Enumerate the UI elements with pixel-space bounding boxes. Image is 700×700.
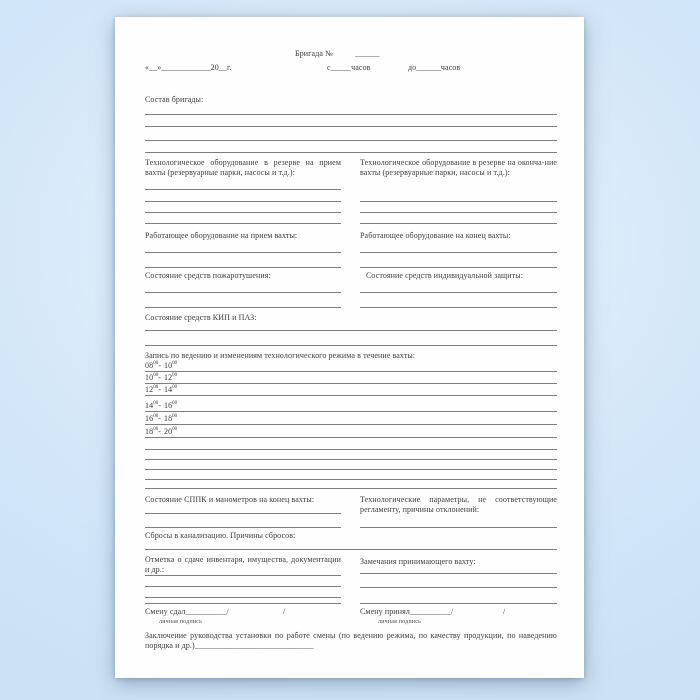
ruled-line <box>145 140 557 141</box>
time-slot-12-14: $12^{00}-$ $14^{00}$ <box>145 385 178 394</box>
ruled-line <box>145 449 557 450</box>
ruled-line <box>145 459 557 460</box>
ruled-line <box>145 126 557 127</box>
form-sheet <box>115 17 584 678</box>
reserve-start-title: Технологическое оборудование в резерве на прием вахты (резервуарные парки, насосы и т.д.): <box>145 158 341 177</box>
ruled-line <box>145 513 341 514</box>
ruled-line <box>145 469 557 470</box>
ruled-line <box>145 395 557 396</box>
ruled-line <box>145 549 557 550</box>
personal-signature-note-left: личная подпись <box>159 619 203 625</box>
time-slot-14-16: $14^{00}-$ $16^{00}$ <box>145 401 178 410</box>
hours-to-blank: до______часов <box>408 63 461 72</box>
ruled-line <box>145 189 341 190</box>
hours-from-blank: с_____часов <box>327 63 371 72</box>
log-title: Запись по ведению и изменениям технологического режима в течение вахты: <box>145 351 416 360</box>
ruled-line <box>360 307 557 308</box>
ruled-line <box>145 437 557 438</box>
remarks-title: Замечания принимающего вахту: <box>360 557 476 566</box>
ruled-line <box>145 575 341 576</box>
ruled-line <box>145 201 341 202</box>
fire-equipment-title: Состояние средств пожаротушения: <box>145 271 271 280</box>
inventory-handover-title: Отметка о сдаче инвентаря, имущества, документации и др.: <box>145 555 341 574</box>
ruled-line <box>145 424 557 425</box>
ruled-line <box>145 371 557 372</box>
ruled-line <box>360 587 557 588</box>
drains-title: Сбросы в канализацию. Причины сбросов: <box>145 531 296 540</box>
ruled-line <box>360 573 557 574</box>
time-slot-08-10: $08^{00}-$ $10^{00}$ <box>145 361 178 370</box>
ruled-line <box>145 307 341 308</box>
ruled-line <box>360 252 557 253</box>
crew-title: Состав бригады: <box>145 95 204 104</box>
ruled-line <box>145 252 341 253</box>
working-end-title: Работающее оборудование на конец вахты: <box>360 231 511 240</box>
ruled-line <box>145 488 557 489</box>
shift-gave-label: Смену сдал__________/ <box>145 607 229 616</box>
time-slot-18-20: $18^{00}-$ $20^{00}$ <box>145 427 178 436</box>
ruled-line <box>145 212 341 213</box>
ruled-line <box>145 223 341 224</box>
ruled-line <box>360 212 557 213</box>
ruled-line <box>145 411 557 412</box>
ruled-line <box>145 383 557 384</box>
ruled-line <box>360 603 557 604</box>
ruled-line <box>145 292 341 293</box>
ruled-line <box>145 586 341 587</box>
shift-gave-slash: / <box>283 607 286 616</box>
brigade-number-label: Бригада № <box>295 49 333 58</box>
ruled-line <box>360 201 557 202</box>
ruled-line <box>145 330 557 331</box>
shift-took-slash: / <box>503 607 506 616</box>
sppk-title: Состояние СППК и манометров на конец вахты: <box>145 495 315 504</box>
ruled-line <box>145 152 557 153</box>
time-slot-16-18: $16^{00}-$ $18^{00}$ <box>145 414 178 423</box>
working-start-title: Работающее оборудование на прием вахты: <box>145 231 298 240</box>
reserve-end-title: Технологическое оборудование в резерве на оконча-ние вахты (резервуарные парки, насосы и т.д.): <box>360 158 557 177</box>
ruled-line <box>145 603 341 604</box>
conclusion-text: Заключение руководства установки по работе смены (по ведению режима, по качеству продукции, по наведению порядка и др.)_____________________________ <box>145 631 557 650</box>
personal-signature-note-right: личная подпись <box>378 619 422 625</box>
ruled-line <box>360 223 557 224</box>
brigade-number-blank: ______ <box>355 49 380 58</box>
kip-paz-title: Состояние средств КИП и ПАЗ: <box>145 313 257 322</box>
ruled-line <box>145 479 557 480</box>
shift-took-label: Смену принял__________/ <box>360 607 454 616</box>
ruled-line <box>360 527 557 528</box>
ruled-line <box>145 597 341 598</box>
params-deviation-title: Технологические параметры, не соответствующие регламенту, причины отклонений: <box>360 495 557 514</box>
time-slot-10-12: $10^{00}-$ $12^{00}$ <box>145 373 178 382</box>
ppe-title: Состояние средств индивидуальной защиты: <box>366 271 524 280</box>
date-blank: «__»____________20__г. <box>145 63 232 72</box>
ruled-line <box>360 267 557 268</box>
ruled-line <box>145 527 341 528</box>
ruled-line <box>145 345 557 346</box>
ruled-line <box>145 114 557 115</box>
ruled-line <box>145 267 341 268</box>
ruled-line <box>360 292 557 293</box>
